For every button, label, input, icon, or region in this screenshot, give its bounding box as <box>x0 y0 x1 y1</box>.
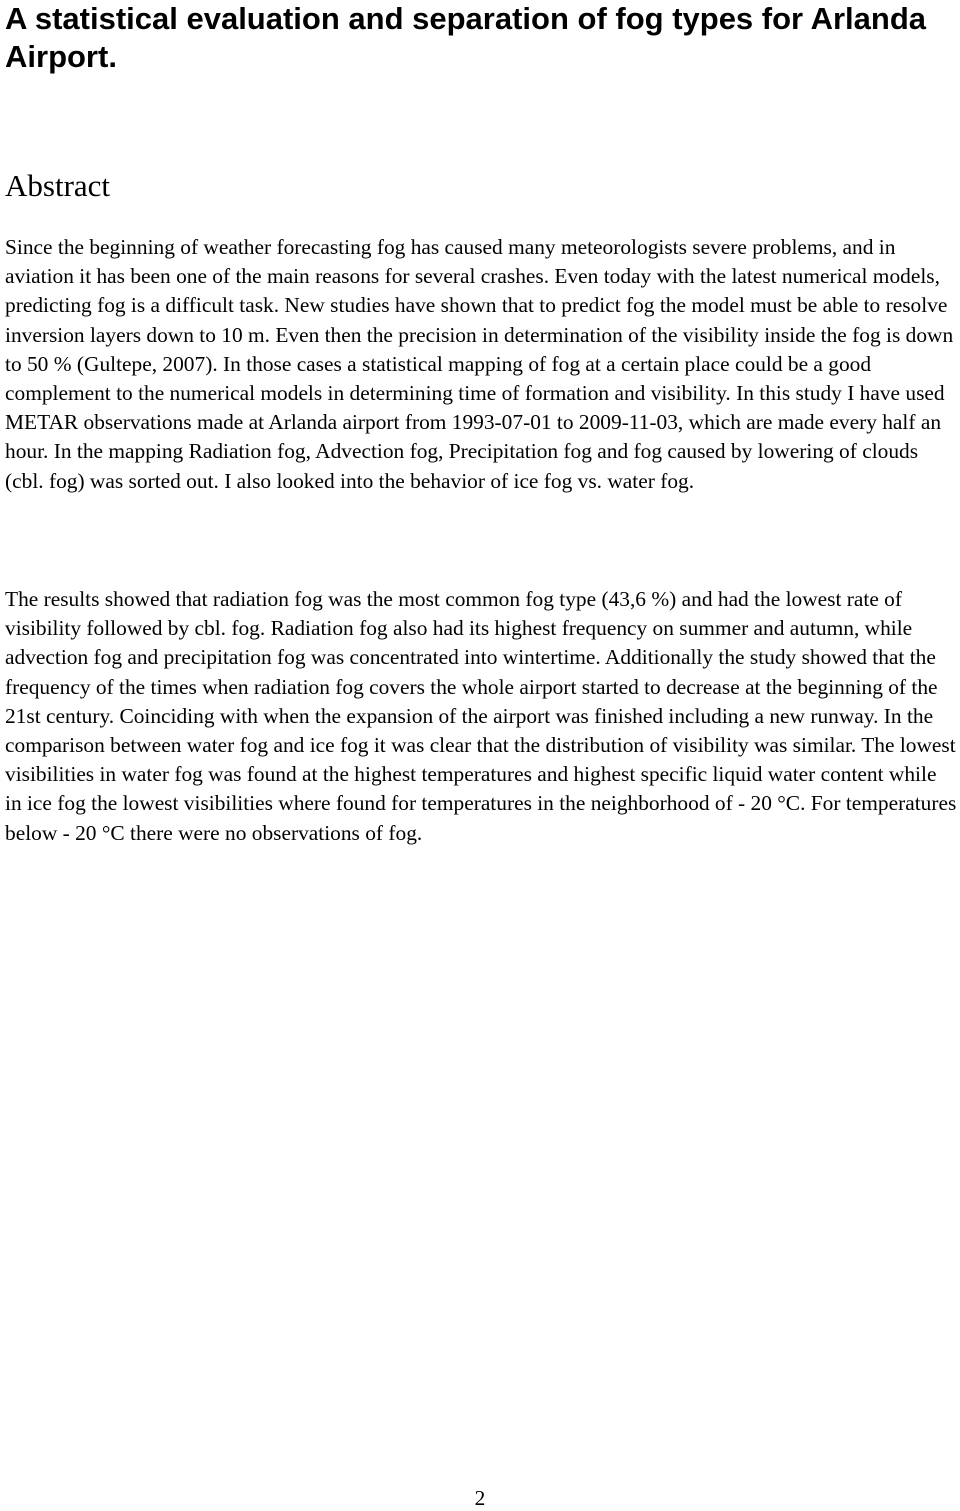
abstract-paragraph-2: The results showed that radiation fog was the most common fog type (43,6 %) and had the lowest rate of visibility followed by cbl. fog. Radiation fog also had its highest frequency on summer and autumn, while advection fog and precipitation fog was concentrated into wintertime. Additionally the study showed that the frequency of the times when radiation fog covers the whole airport started to decrease at the beginning of the 21st century. Coinciding with when the expansion of the airport was finished including a new runway. In the comparison between water fog and ice fog it was clear that the distribution of visibility was similar. The lowest visibilities in water fog was found at the highest temperatures and highest specific liquid water content while in ice fog the lowest visibilities where found for temperatures in the neighborhood of - 20 °C. For temperatures below - 20 °C there were no observations of fog. <box>5 587 957 845</box>
document-title: A statistical evaluation and separation of fog types for Arlanda Airport. <box>5 1 926 74</box>
abstract-heading: Abstract <box>5 168 111 203</box>
page-number: 2 <box>474 1486 486 1510</box>
abstract-paragraph-1: Since the beginning of weather forecasting fog has caused many meteorologists severe problems, and in aviation it has been one of the main reasons for several crashes. Even today with the latest numerical models, predicting fog is a difficult task. New studies have shown that to predict fog the model must be able to resolve inversion layers down to 10 m. Even then the precision in determination of the visibility inside the fog is down to 50 % (Gultepe, 2007). In those cases a statistical mapping of fog at a certain place could be a good complement to the numerical models in determining time of formation and visibility. In this study I have used METAR observations made at Arlanda airport from 1993-07-01 to 2009-11-03, which are made every half an hour. In the mapping Radiation fog, Advection fog, Precipitation fog and fog caused by lowering of clouds (cbl. fog) was sorted out. I also looked into the behavior of ice fog vs. water fog. <box>5 235 954 493</box>
